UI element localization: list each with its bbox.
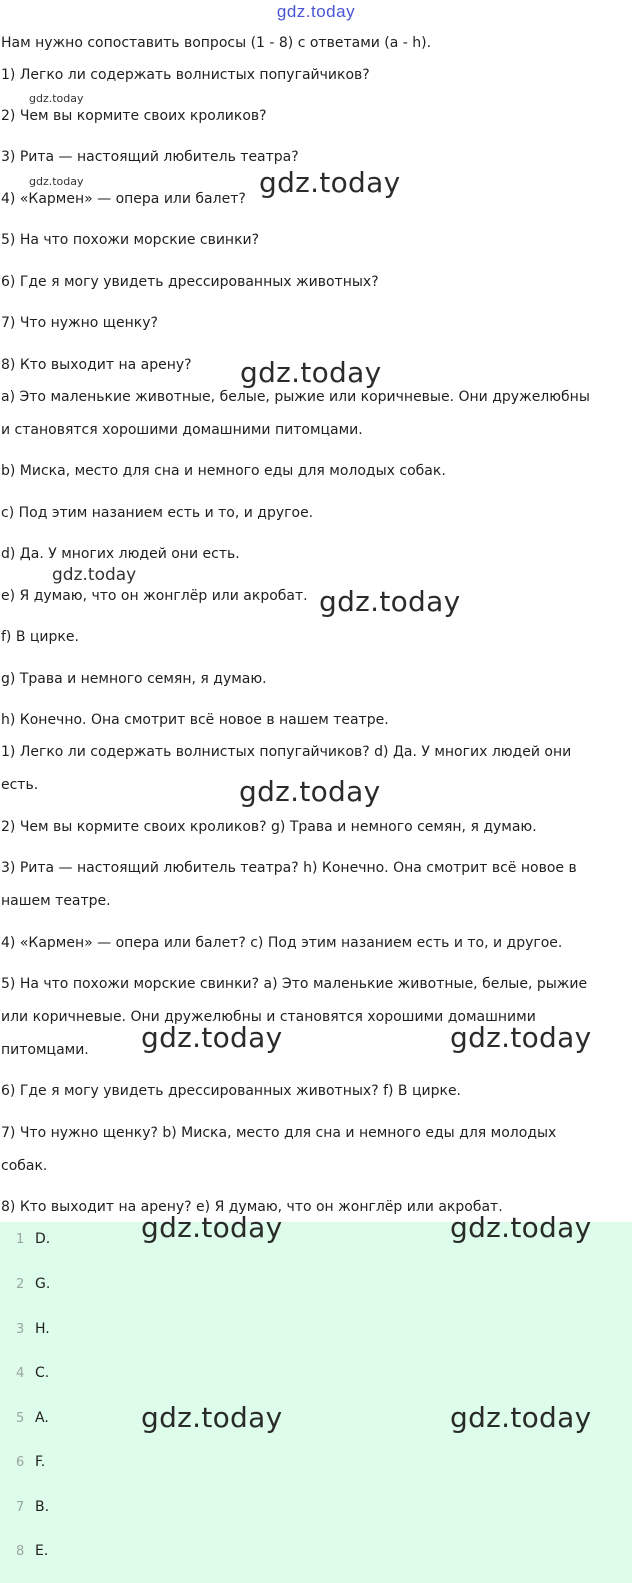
watermark: gdz.today <box>450 1401 592 1434</box>
question-5: 5) На что похожи морские свинки? <box>1 232 260 248</box>
solution-line: 8) Кто выходит на арену? e) Я думаю, что он жонглёр или акробат. <box>1 1199 503 1215</box>
answer-letter: G. <box>35 1276 51 1292</box>
instruction: Нам нужно сопоставить вопросы (1 - 8) с ответами (a - h). <box>1 35 432 51</box>
answer-row <box>16 1498 49 1517</box>
watermark: gdz.today <box>319 585 461 618</box>
answer-letter: B. <box>35 1499 50 1515</box>
solution-line: есть. <box>1 777 39 793</box>
watermark: gdz.today <box>29 175 84 188</box>
question-3: 3) Рита — настоящий любитель театра? <box>1 149 299 165</box>
watermark: gdz.today <box>239 775 381 808</box>
question-2: 2) Чем вы кормите своих кроликов? <box>1 108 267 124</box>
watermark: gdz.today <box>29 92 84 105</box>
watermark: gdz.today <box>259 166 401 199</box>
answer-number: 5 <box>16 1411 25 1426</box>
answer-row <box>16 1542 48 1561</box>
option-b: b) Миска, место для сна и немного еды для молодых собак. <box>1 463 446 479</box>
solution-line: 2) Чем вы кормите своих кроликов? g) Трава и немного семян, я думаю. <box>1 819 537 835</box>
solution-line: 7) Что нужно щенку? b) Миска, место для сна и немного еды для молодых <box>1 1125 557 1141</box>
answer-row <box>16 1453 45 1472</box>
answer-number: 2 <box>16 1277 25 1292</box>
solution-line: 4) «Кармен» — опера или балет? c) Под этим назанием есть и то, и другое. <box>1 935 563 951</box>
question-4: 4) «Кармен» — опера или балет? <box>1 191 246 207</box>
watermark: gdz.today <box>141 1021 283 1054</box>
option-a: a) Это маленькие животные, белые, рыжие или коричневые. Они дружелюбны <box>1 389 590 405</box>
watermark: gdz.today <box>240 356 382 389</box>
answer-number: 6 <box>16 1455 25 1470</box>
solution-line: 1) Легко ли содержать волнистых попугайчиков? d) Да. У многих людей они <box>1 744 572 760</box>
answer-number: 4 <box>16 1366 25 1381</box>
watermark: gdz.today <box>450 1211 592 1244</box>
solution-line: или коричневые. Они дружелюбны и становятся хорошими домашними <box>1 1009 536 1025</box>
site-logo[interactable]: gdz.today <box>276 2 356 21</box>
answer-row <box>16 1409 49 1428</box>
answer-letter: C. <box>35 1365 50 1381</box>
watermark: gdz.today <box>141 1211 283 1244</box>
solution-line: 5) На что похожи морские свинки? a) Это маленькие животные, белые, рыжие <box>1 976 588 992</box>
answer-letter: F. <box>35 1454 46 1470</box>
question-8: 8) Кто выходит на арену? <box>1 357 192 373</box>
answer-row <box>16 1364 49 1383</box>
watermark: gdz.today <box>141 1401 283 1434</box>
solution-line: собак. <box>1 1158 48 1174</box>
solution-line: 6) Где я могу увидеть дрессированных животных? f) В цирке. <box>1 1083 462 1099</box>
answer-row <box>16 1275 50 1294</box>
question-7: 7) Что нужно щенку? <box>1 315 158 331</box>
answer-number: 8 <box>16 1544 25 1559</box>
option-a-cont: и становятся хорошими домашними питомцами. <box>1 422 363 438</box>
answer-number: 1 <box>16 1232 25 1247</box>
option-g: g) Трава и немного семян, я думаю. <box>1 671 267 687</box>
option-d: d) Да. У многих людей они есть. <box>1 546 240 562</box>
question-1: 1) Легко ли содержать волнистых попугайчиков? <box>1 67 370 83</box>
answer-row <box>16 1320 50 1339</box>
answer-letter: H. <box>35 1321 50 1337</box>
answer-letter: D. <box>35 1231 51 1247</box>
option-h: h) Конечно. Она смотрит всё новое в нашем театре. <box>1 712 389 728</box>
option-f: f) В цирке. <box>1 629 79 645</box>
answer-letter: A. <box>35 1410 49 1426</box>
option-c: c) Под этим назанием есть и то, и другое. <box>1 505 314 521</box>
solution-line: нашем театре. <box>1 893 111 909</box>
question-6: 6) Где я могу увидеть дрессированных животных? <box>1 274 379 290</box>
answer-letter: E. <box>35 1543 49 1559</box>
answer-number: 3 <box>16 1322 25 1337</box>
watermark: gdz.today <box>52 565 137 585</box>
answer-number: 7 <box>16 1500 25 1515</box>
option-e: e) Я думаю, что он жонглёр или акробат. <box>1 588 308 604</box>
answer-row <box>16 1230 50 1249</box>
solution-line: 3) Рита — настоящий любитель театра? h) Конечно. Она смотрит всё новое в <box>1 860 577 876</box>
watermark: gdz.today <box>450 1021 592 1054</box>
solution-line: питомцами. <box>1 1042 89 1058</box>
